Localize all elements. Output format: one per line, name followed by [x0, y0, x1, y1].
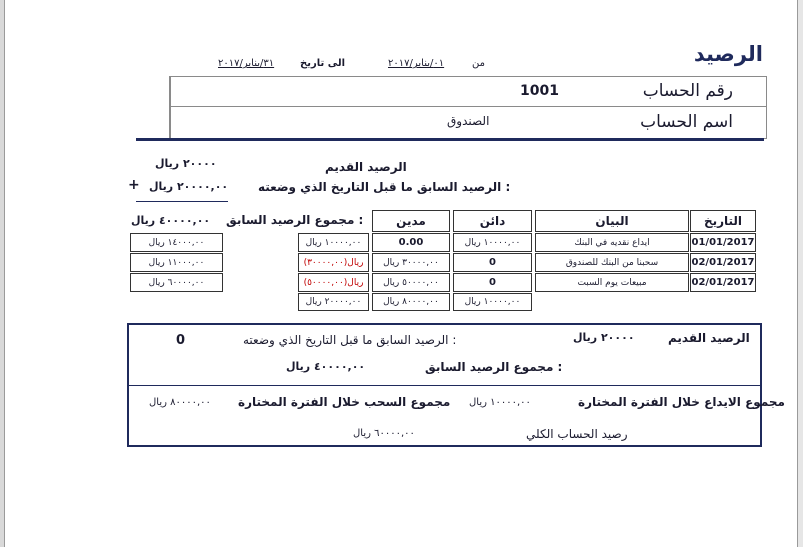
summary-withdrawals-label: مجموع السحب خلال الفترة المختارة — [238, 395, 451, 409]
row3-balance: (٥٠٠٠٠,٠٠)ريال — [298, 273, 369, 292]
prev-balance-label: الرصيد السابق ما قبل التاريخ الذي وضعته : — [258, 180, 511, 194]
row2-desc: سحبنا من البنك للصندوق — [535, 253, 689, 272]
total-debit: ٨٠٠٠٠,٠٠ ريال — [372, 293, 450, 311]
row1-debit: 0.00 — [372, 233, 450, 252]
row1-desc: ايداع نقديه في البنك — [535, 233, 689, 252]
account-number-value: 1001 — [520, 83, 559, 99]
sum-rule — [136, 201, 228, 202]
header-rule — [136, 138, 764, 141]
row3-running: ٦٠٠٠٠,٠٠ ريال — [130, 273, 223, 292]
row3-date: 02/01/2017 — [690, 273, 756, 292]
summary-deposits-label: مجموع الايداع خلال الفترة المختارة — [578, 395, 785, 409]
summary-withdrawals-value: ٨٠٠٠٠,٠٠ ريال — [149, 397, 211, 408]
old-balance-value: ٢٠٠٠٠ ريال — [155, 157, 217, 170]
summary-divider — [127, 385, 762, 386]
account-name-value: الصندوق — [447, 114, 490, 128]
row2-date: 02/01/2017 — [690, 253, 756, 272]
summary-total-label: رصيد الحساب الكلي — [526, 427, 628, 441]
col-header-credit: دائن — [453, 210, 532, 232]
summary-old-balance-value: ٢٠٠٠٠ ريال — [573, 331, 635, 344]
summary-total-prev-value: ٤٠٠٠٠,٠٠ ريال — [286, 360, 366, 373]
total-prev-label: مجموع الرصيد السابق : — [226, 213, 364, 227]
summary-prev-balance-value: 0 — [176, 333, 186, 348]
row1-date: 01/01/2017 — [690, 233, 756, 252]
row2-running: ١١٠٠٠,٠٠ ريال — [130, 253, 223, 272]
window-left-edge — [0, 0, 5, 547]
row3-debit: ٥٠٠٠٠,٠٠ ريال — [372, 273, 450, 292]
row2-balance: (٣٠٠٠٠,٠٠)ريال — [298, 253, 369, 272]
to-label: الى تاريخ — [300, 58, 346, 69]
col-header-debit: مدين — [372, 210, 450, 232]
row1-credit: ١٠٠٠٠,٠٠ ريال — [453, 233, 532, 252]
row3-desc: مبيعات يوم السبت — [535, 273, 689, 292]
row1-running: ١٤٠٠٠,٠٠ ريال — [130, 233, 223, 252]
from-label: من — [472, 58, 485, 69]
summary-old-balance-label: الرصيد القديم — [668, 331, 750, 345]
summary-total-value: ٦٠٠٠٠,٠٠ ريال — [353, 428, 415, 439]
summary-prev-balance-label: الرصيد السابق ما قبل التاريخ الذي وضعته : — [243, 333, 457, 347]
old-balance-label: الرصيد القديم — [325, 160, 407, 174]
summary-total-prev-label: مجموع الرصيد السابق : — [425, 360, 563, 374]
prev-balance-value: ٢٠٠٠٠,٠٠ ريال — [149, 180, 229, 193]
total-prev-value: ٤٠٠٠٠,٠٠ ريال — [131, 214, 211, 227]
row2-credit: 0 — [453, 253, 532, 272]
report-title: الرصيد — [693, 42, 763, 66]
row1-balance: ١٠٠٠٠,٠٠ ريال — [298, 233, 369, 252]
to-date: ٣١/يناير/٢٠١٧ — [218, 58, 275, 69]
total-balance: ٢٠٠٠٠,٠٠ ريال — [298, 293, 369, 311]
from-date: ٠١/يناير/٢٠١٧ — [388, 58, 445, 69]
account-name-label: اسم الحساب — [640, 112, 733, 132]
total-credit: ١٠٠٠٠,٠٠ ريال — [453, 293, 532, 311]
summary-deposits-value: ١٠٠٠٠,٠٠ ريال — [469, 397, 531, 408]
plus-sign: + — [128, 177, 140, 193]
row2-debit: ٣٠٠٠٠,٠٠ ريال — [372, 253, 450, 272]
account-box-divider — [169, 106, 766, 107]
col-header-desc: البيان — [535, 210, 689, 232]
account-number-label: رقم الحساب — [642, 81, 733, 101]
window-right-edge — [797, 0, 803, 547]
row3-credit: 0 — [453, 273, 532, 292]
col-header-date: التاريخ — [690, 210, 756, 232]
